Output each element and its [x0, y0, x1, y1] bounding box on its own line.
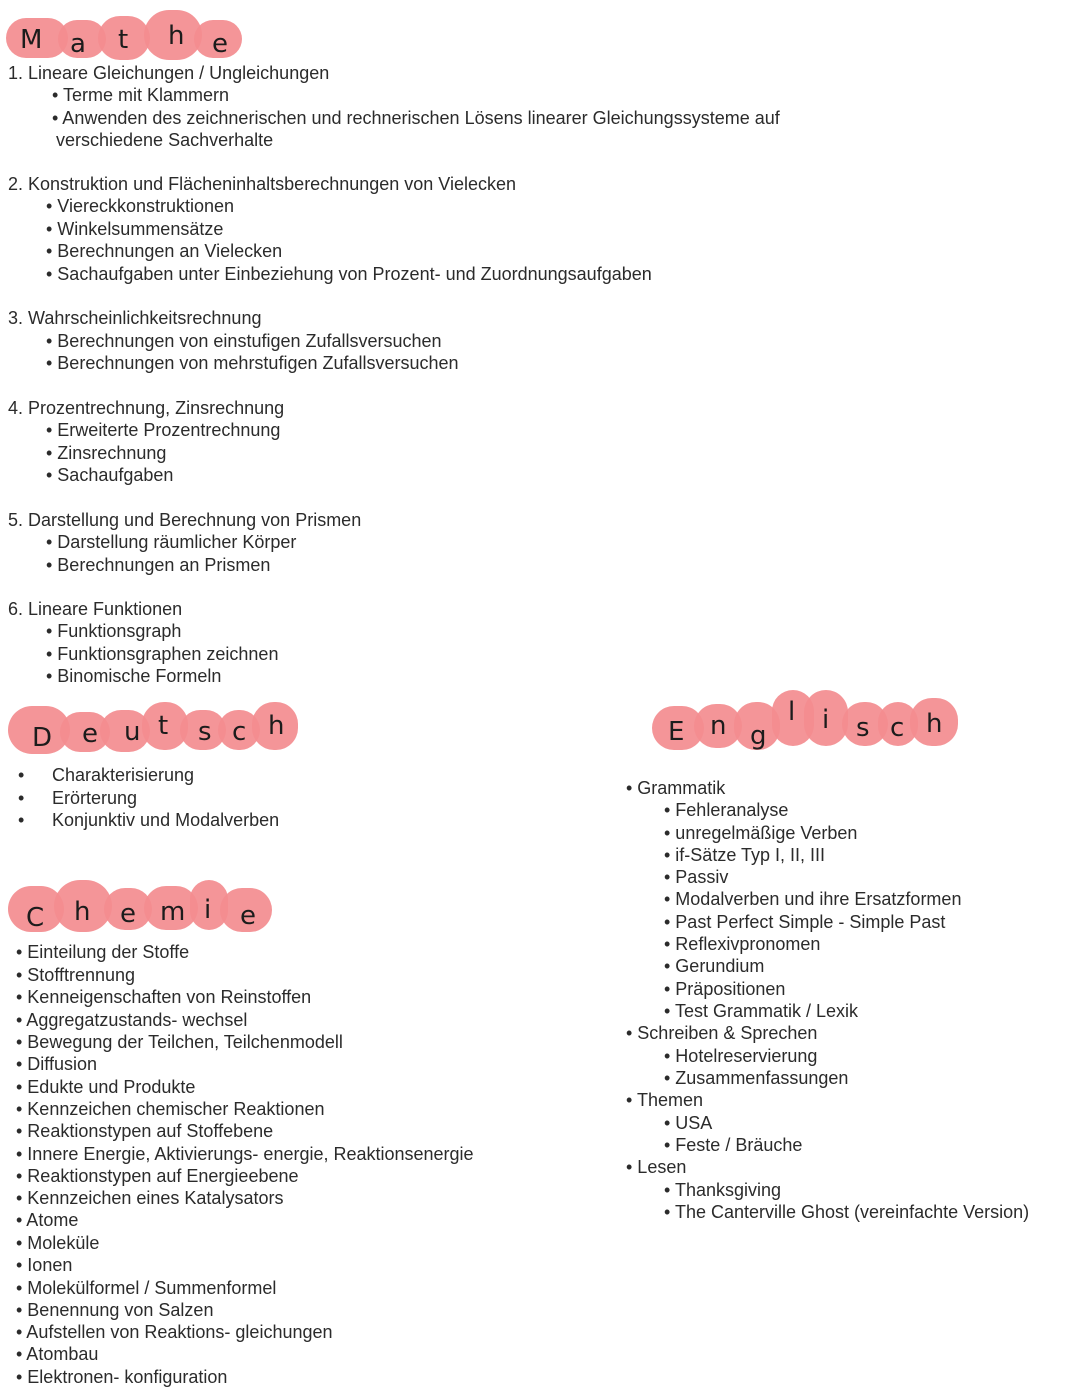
bullet: • — [18, 810, 25, 830]
chemie-letter: m — [160, 897, 186, 927]
deutsch-letter: u — [124, 717, 141, 747]
list-item: • Berechnungen von einstufigen Zufallsversuchen — [46, 331, 442, 351]
list-item: • Feste / Bräuche — [664, 1135, 803, 1155]
mathe-letter: e — [212, 29, 228, 59]
list-item-continuation: verschiedene Sachverhalte — [56, 130, 274, 150]
mathe-letter: t — [118, 25, 129, 55]
section-title: 2. Konstruktion und Flächeninhaltsberechnungen von Vielecken — [8, 174, 517, 194]
list-item: Erörterung — [52, 788, 138, 808]
mathe-letter: h — [168, 21, 185, 51]
list-item: • Hotelreservierung — [664, 1046, 818, 1066]
section-title: 1. Lineare Gleichungen / Ungleichungen — [8, 63, 330, 83]
mathe-letter: a — [70, 29, 86, 59]
list-item: • Modalverben und ihre Ersatzformen — [664, 889, 962, 909]
group-title: • Lesen — [626, 1157, 687, 1177]
list-item: • Kennzeichen chemischer Reaktionen — [16, 1099, 325, 1119]
group-title: • Themen — [626, 1090, 704, 1110]
list-item: • Diffusion — [16, 1054, 98, 1074]
chemie-letter: i — [204, 895, 212, 925]
list-item: • Berechnungen an Vielecken — [46, 241, 283, 261]
englisch-letter: l — [788, 697, 796, 727]
bullet: • — [18, 765, 25, 785]
mathe-heading — [6, 4, 242, 60]
list-item: • The Canterville Ghost (vereinfachte Version) — [664, 1202, 1030, 1222]
list-item: Konjunktiv und Modalverben — [52, 810, 280, 830]
list-item: • Funktionsgraph — [46, 621, 182, 641]
list-item: • Sachaufgaben unter Einbeziehung von Prozent- und Zuordnungsaufgaben — [46, 264, 652, 284]
list-item: • Test Grammatik / Lexik — [664, 1001, 859, 1021]
deutsch-heading — [8, 698, 298, 754]
group-title: • Grammatik — [626, 778, 726, 798]
section-title: 3. Wahrscheinlichkeitsrechnung — [8, 308, 262, 328]
bullet: • — [18, 788, 25, 808]
list-item: • Reaktionstypen auf Stoffebene — [16, 1121, 274, 1141]
list-item: • Erweiterte Prozentrechnung — [46, 420, 281, 440]
englisch-letter: E — [668, 717, 685, 747]
list-item: • Anwenden des zeichnerischen und rechnerischen Lösens linearer Gleichungssysteme auf — [52, 108, 780, 128]
list-item: • Funktionsgraphen zeichnen — [46, 644, 279, 664]
deutsch-letter: c — [232, 717, 247, 747]
deutsch-letter: D — [32, 723, 53, 753]
chemie-heading — [8, 876, 272, 932]
chemie-letter: C — [26, 903, 45, 933]
list-item: • USA — [664, 1113, 713, 1133]
englisch-letter: g — [750, 721, 767, 751]
list-item: • Fehleranalyse — [664, 800, 789, 820]
list-item: • Atome — [16, 1210, 79, 1230]
list-item: • Zusammenfassungen — [664, 1068, 849, 1088]
group-title: • Schreiben & Sprechen — [626, 1023, 818, 1043]
deutsch-letter: e — [82, 719, 98, 749]
list-item: • Terme mit Klammern — [52, 85, 230, 105]
list-item: • Gerundium — [664, 956, 765, 976]
list-item: • Stofftrennung — [16, 965, 136, 985]
list-item: Charakterisierung — [52, 765, 195, 785]
list-item: • Aufstellen von Reaktions- gleichungen — [16, 1322, 333, 1342]
list-item: • Thanksgiving — [664, 1180, 782, 1200]
chemie-letter: e — [120, 899, 136, 929]
list-item: • Darstellung räumlicher Körper — [46, 532, 297, 552]
list-item: • Reaktionstypen auf Energieebene — [16, 1166, 299, 1186]
list-item: • Past Perfect Simple - Simple Past — [664, 912, 946, 932]
section-title: 5. Darstellung und Berechnung von Prismen — [8, 510, 362, 530]
list-item: • Atombau — [16, 1344, 99, 1364]
deutsch-letter: t — [158, 711, 169, 741]
englisch-letter: n — [710, 711, 727, 741]
list-item: • unregelmäßige Verben — [664, 823, 858, 843]
deutsch-letter: h — [268, 711, 285, 741]
list-item: • Reflexivpronomen — [664, 934, 821, 954]
list-item: • Molekülformel / Summenformel — [16, 1278, 277, 1298]
englisch-letter: h — [926, 709, 943, 739]
list-item: • Aggregatzustands- wechsel — [16, 1010, 248, 1030]
list-item: • Berechnungen von mehrstufigen Zufallsversuchen — [46, 353, 459, 373]
list-item: • Präpositionen — [664, 979, 786, 999]
list-item: • Binomische Formeln — [46, 666, 222, 686]
list-item: • Kenneigenschaften von Reinstoffen — [16, 987, 312, 1007]
chemie-letter: h — [74, 897, 91, 927]
list-item: • Winkelsummensätze — [46, 219, 224, 239]
englisch-letter: s — [856, 713, 870, 743]
chemie-letter: e — [240, 901, 256, 931]
deutsch-letter: s — [198, 717, 212, 747]
list-item: • Ionen — [16, 1255, 73, 1275]
list-item: • Elektronen- konfiguration — [16, 1367, 228, 1387]
list-item: • Edukte und Produkte — [16, 1077, 196, 1097]
list-item: • Viereckkonstruktionen — [46, 196, 235, 216]
section-title: 6. Lineare Funktionen — [8, 599, 183, 619]
list-item: • Benennung von Salzen — [16, 1300, 214, 1320]
list-item: • Einteilung der Stoffe — [16, 942, 190, 962]
list-item: • Sachaufgaben — [46, 465, 174, 485]
englisch-heading — [652, 688, 960, 752]
list-item: • Berechnungen an Prismen — [46, 555, 271, 575]
list-item: • Zinsrechnung — [46, 443, 167, 463]
list-item: • if-Sätze Typ I, II, III — [664, 845, 826, 865]
list-item: • Bewegung der Teilchen, Teilchenmodell — [16, 1032, 343, 1052]
englisch-letter: i — [822, 705, 830, 735]
list-item: • Passiv — [664, 867, 729, 887]
mathe-letter: M — [20, 25, 43, 55]
list-item: • Kennzeichen eines Katalysators — [16, 1188, 284, 1208]
list-item: • Moleküle — [16, 1233, 100, 1253]
englisch-letter: c — [890, 713, 905, 743]
list-item: • Innere Energie, Aktivierungs- energie, Reaktionsenergie — [16, 1144, 474, 1164]
section-title: 4. Prozentrechnung, Zinsrechnung — [8, 398, 285, 418]
